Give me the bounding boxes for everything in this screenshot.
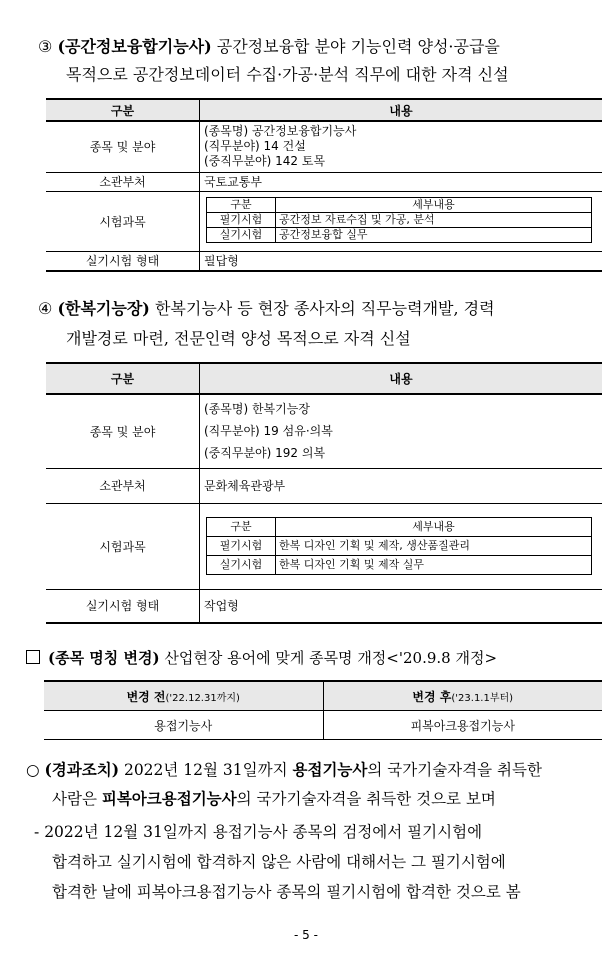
field-value-item: (중직무분야) 192 의복: [204, 446, 326, 461]
row-value-ministry: 국토교통부: [200, 172, 603, 191]
section4-line2: 개발경로 마련, 전문인력 양성 목적으로 자격 신설: [66, 329, 411, 348]
sub-row-value: 공간정보융합 실무: [276, 227, 592, 242]
after-value: 피복아크용접기능사: [323, 711, 602, 740]
rename-table: [44, 680, 602, 740]
section4-heading: [38, 296, 495, 322]
sub-header-right: 세부내용: [276, 518, 592, 537]
table-header-left: 구분: [46, 99, 200, 121]
after-label: 변경 후: [412, 689, 452, 704]
rename-heading: [26, 645, 497, 671]
sub-header-left: 구분: [207, 518, 276, 537]
transition-text: 의 국가기술자격을 취득한: [367, 761, 542, 779]
row-value-field: [200, 121, 603, 172]
rename-title: (종목 명칭 변경): [48, 649, 160, 667]
row-label-exam-type: 실기시험 형태: [46, 589, 200, 623]
sub-header-right: 세부내용: [276, 197, 592, 212]
section3-line1: 공간정보융합 분야 기능인력 양성·공급을: [211, 37, 500, 56]
sub-row-label: 실기시험: [207, 227, 276, 242]
row-value-exam-type: 작업형: [200, 589, 603, 623]
sub-row-label: 실기시험: [207, 556, 276, 575]
subjects-subtable: [206, 517, 592, 575]
section3-title: (공간정보융합기능사): [57, 37, 212, 56]
transition-text: 사람은: [52, 790, 102, 808]
before-note: ('22.12.31까지): [165, 692, 240, 704]
before-header: [44, 681, 323, 711]
field-value-item: (직무분야) 19 섬유·의복: [204, 424, 333, 439]
before-label: 변경 전: [126, 689, 166, 704]
row-label-field: 종목 및 분야: [46, 394, 200, 468]
section4-marker: ④: [38, 299, 53, 318]
field-value-item: (직무분야) 14 건설: [204, 139, 306, 154]
sub-row-label: 필기시험: [207, 537, 276, 556]
section3-line2: 목적으로 공간정보데이터 수집·가공·분석 직무에 대한 자격 신설: [66, 65, 509, 84]
row-label-field: 종목 및 분야: [46, 121, 200, 172]
row-value-subjects: [200, 191, 603, 251]
field-value-item: (중직무분야) 142 토목: [204, 154, 326, 169]
table-header-right: 내용: [200, 99, 603, 121]
transition-text: 의 국가기술자격을 취득한 것으로 보며: [236, 790, 496, 808]
transition-detail-line2: 합격하고 실기시험에 합격하지 않은 사람에 대해서는 그 필기시험에: [52, 853, 506, 871]
row-label-exam-type: 실기시험 형태: [46, 251, 200, 271]
row-value-subjects: [200, 503, 603, 589]
transition-detail-line3: 합격한 날에 피복아크용접기능사 종목의 필기시험에 합격한 것으로 봄: [52, 883, 521, 901]
transition-line1: [26, 756, 542, 784]
before-value: 용접기능사: [44, 711, 323, 740]
table-header-left: 구분: [46, 363, 200, 394]
field-value-item: (종목명) 공간정보융합기능사: [204, 124, 357, 139]
transition-title: (경과조치): [44, 760, 120, 779]
field-value-item: (종목명) 한복기능장: [204, 402, 310, 417]
row-label-ministry: 소관부처: [46, 172, 200, 191]
page-number: - 5 -: [294, 928, 318, 942]
sub-row-value: 한복 디자인 기획 및 제작, 생산품질관리: [276, 537, 592, 556]
bullet-circle-icon: ○: [26, 761, 40, 779]
section4-title: (한복기능장): [57, 299, 150, 318]
sub-row-label: 필기시험: [207, 212, 276, 227]
section3-marker: ③: [38, 37, 53, 56]
section3-table: [46, 98, 602, 272]
section3-heading: [38, 34, 500, 60]
rename-rest: 산업현장 용어에 맞게 종목명 개정<'20.9.8 개정>: [159, 649, 498, 667]
section4-table: [46, 362, 602, 624]
transition-bold-term: 용접기능사: [292, 760, 368, 779]
section4-line1: 한복기능사 등 현장 종사자의 직무능력개발, 경력: [149, 299, 495, 318]
transition-detail-text: 2022년 12월 31일까지 용접기능사 종목의 검정에서 필기시험에: [44, 823, 483, 841]
subjects-subtable: [206, 197, 592, 243]
after-note: ('23.1.1부터): [451, 692, 514, 704]
dash-marker: -: [34, 823, 40, 841]
row-label-subjects: 시험과목: [46, 191, 200, 251]
row-label-ministry: 소관부처: [46, 468, 200, 503]
transition-detail-line1: [34, 818, 482, 846]
row-value-ministry: 문화체육관광부: [200, 468, 603, 503]
sub-row-value: 공간정보 자료수집 및 가공, 분석: [276, 212, 592, 227]
transition-bold-term: 피복아크용접기능사: [101, 789, 237, 808]
sub-header-left: 구분: [207, 197, 276, 212]
sub-row-value: 한복 디자인 기획 및 제작 실무: [276, 556, 592, 575]
row-value-exam-type: 필답형: [200, 251, 603, 271]
row-label-subjects: 시험과목: [46, 503, 200, 589]
table-header-right: 내용: [200, 363, 603, 394]
transition-text: 2022년 12월 31일까지: [119, 761, 293, 779]
transition-line2: [52, 785, 496, 813]
after-header: [323, 681, 602, 711]
checkbox-square-icon: [26, 650, 40, 664]
row-value-field: [200, 394, 603, 468]
